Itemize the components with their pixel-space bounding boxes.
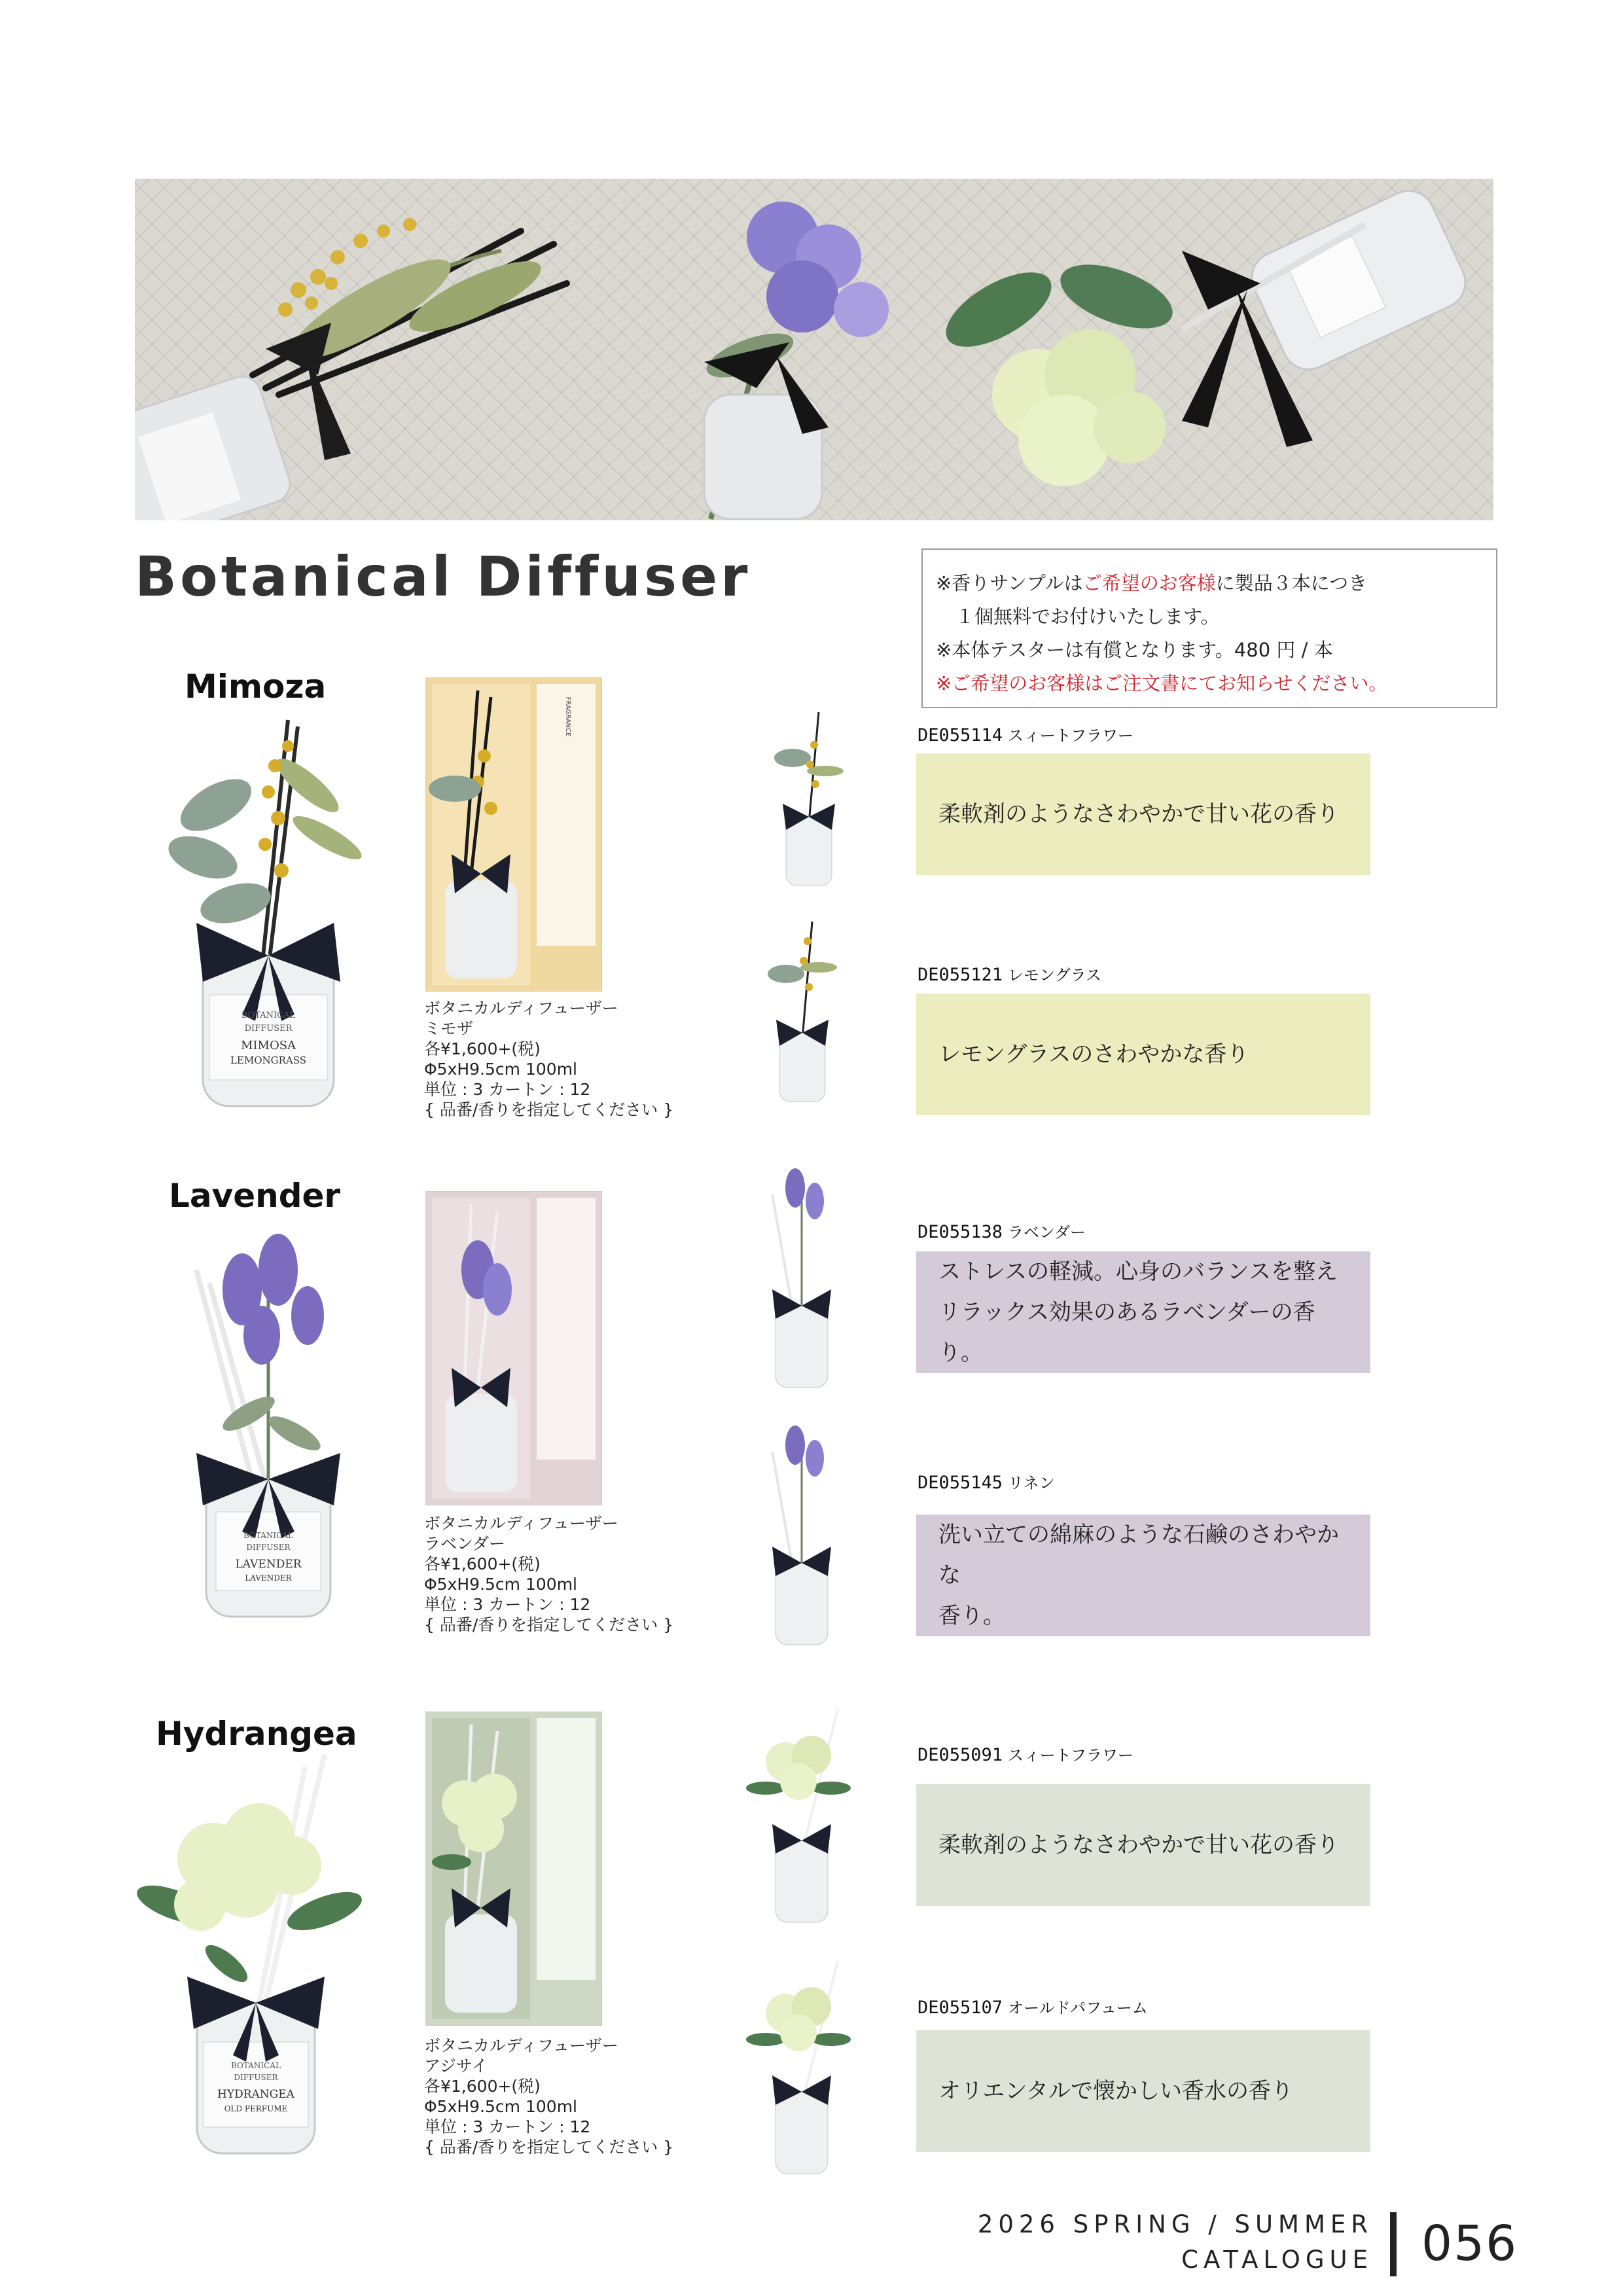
notice-box [921,548,1497,708]
page-number: 056 [1421,2215,1518,2272]
lavender-info-note: { 品番/香りを指定してください } [424,1615,674,1634]
hydrangea-info-note: { 品番/香りを指定してください } [424,2138,674,2157]
svg-text:HYDRANGEA: HYDRANGEA [217,2088,294,2101]
lavender-thumb-2 [759,1412,844,1648]
lavender-info-unit: 単位 : 3 カートン : 12 [424,1595,591,1614]
lavender-thumb-1 [759,1155,844,1391]
hero-hydrangea-bottle [1182,183,1474,447]
mimoza-info [424,998,673,1120]
hydrangea-info-price: 各¥1,600+(税) [424,2077,541,2096]
sku-DE055121: DE055121 レモングラス [918,965,1101,985]
svg-text:DIFFUSER: DIFFUSER [246,1543,291,1552]
notice-line-1: ※香りサンプルはご希望のお客様に製品３本につき [936,572,1368,594]
hero-mimosa-bottle [135,372,295,520]
section-title-lavender: Lavender [169,1177,341,1215]
mimoza-info-unit: 単位 : 3 カートン : 12 [424,1080,591,1099]
sku-DE055114: DE055114 スィートフラワー [918,725,1134,745]
mimoza-thumb-2 [763,915,842,1105]
lavender-info [424,1513,673,1635]
section-title-hydrangea: Hydrangea [156,1715,357,1753]
svg-text:BOTANICAL: BOTANICAL [231,2061,281,2070]
hydrangea-package-photo [425,1712,602,2026]
lavender-info-product: ボタニカルディフューザー [424,1514,618,1533]
sku-DE055107: DE055107 オールドパフューム [918,1998,1148,2018]
desc-DE055138: ストレスの軽減。心身のバランスを整え リラックス効果のあるラベンダーの香り。 [916,1251,1370,1373]
mimoza-box-label: FRAGRANCE [564,696,571,737]
mimoza-thumb-1 [770,706,848,889]
desc-DE055107: オリエンタルで懐かしい香水の香り [916,2030,1370,2152]
svg-text:LAVENDER: LAVENDER [245,1573,292,1583]
lavender-info-price: 各¥1,600+(税) [424,1554,541,1573]
lavender-package-photo [425,1191,602,1505]
desc-DE055145: 洗い立ての綿麻のような石鹸のさわやかな 香り。 [916,1515,1370,1636]
mimoza-info-product: ボタニカルディフューザー [424,999,618,1018]
lavender-info-variant: ラベンダー [424,1534,506,1553]
sku-DE055138: DE055138 ラベンダー [918,1222,1086,1242]
desc-DE055091: 柔軟剤のようなさわやかで甘い花の香り [916,1784,1370,1906]
mimoza-label-brand2: DIFFUSER [244,1024,293,1033]
notice-line-4: ※ご希望のお客様はご注文書にてお知らせください。 [936,672,1388,694]
notice-line-2: １個無料でお付けいたします。 [955,605,1220,628]
mimoza-info-note: { 品番/香りを指定してください } [424,1100,674,1119]
hero-reed-sticks [253,231,567,395]
mimoza-info-price: 各¥1,600+(税) [424,1039,541,1058]
svg-text:DIFFUSER: DIFFUSER [234,2073,278,2082]
mimoza-main-photo [157,707,380,1113]
svg-text:OLD PERFUME: OLD PERFUME [224,2104,288,2113]
hero-banner-photo [135,179,1493,520]
hydrangea-info-unit: 単位 : 3 カートン : 12 [424,2117,591,2136]
lavender-info-size: Φ5xH9.5cm 100ml [424,1575,577,1594]
sku-DE055145: DE055145 リネン [918,1473,1055,1493]
hydrangea-info-variant: アジサイ [424,2056,488,2075]
section-title-mimoza: Mimoza [185,668,327,706]
hydrangea-info [424,2036,673,2157]
mimoza-label-scent: LEMONGRASS [230,1054,307,1066]
hero-hydrangea [935,252,1181,486]
hero-illustration [135,179,1493,520]
mimoza-package-photo [425,677,602,992]
desc-DE055121: レモングラスのさわやかな香り [916,994,1370,1115]
footer-divider [1390,2212,1397,2276]
svg-text:BOTANICAL: BOTANICAL [243,1531,293,1540]
notice-line-3: ※本体テスターは有償となります。480 円 / 本 [936,639,1333,661]
desc-DE055114: 柔軟剤のようなさわやかで甘い花の香り [916,753,1370,875]
hydrangea-info-product: ボタニカルディフューザー [424,2036,618,2055]
hero-lavender [702,202,889,519]
mimoza-info-variant: ミモザ [424,1019,474,1038]
lavender-main-photo [170,1217,366,1623]
hydrangea-info-size: Φ5xH9.5cm 100ml [424,2097,577,2116]
sku-DE055091: DE055091 スィートフラワー [918,1745,1134,1765]
svg-text:LAVENDER: LAVENDER [235,1558,302,1571]
page-title: Botanical Diffuser [135,545,751,609]
footer-catalogue-label: 2026 SPRING / SUMMER CATALOGUE [977,2210,1373,2274]
mimoza-label-brand1: BOTANICAL [241,1011,296,1020]
mimoza-label-name: MIMOSA [240,1039,296,1052]
mimoza-info-size: Φ5xH9.5cm 100ml [424,1060,577,1079]
hydrangea-thumb-2 [740,1961,857,2177]
hydrangea-thumb-1 [740,1710,857,1926]
hydrangea-main-photo [135,1754,370,2160]
